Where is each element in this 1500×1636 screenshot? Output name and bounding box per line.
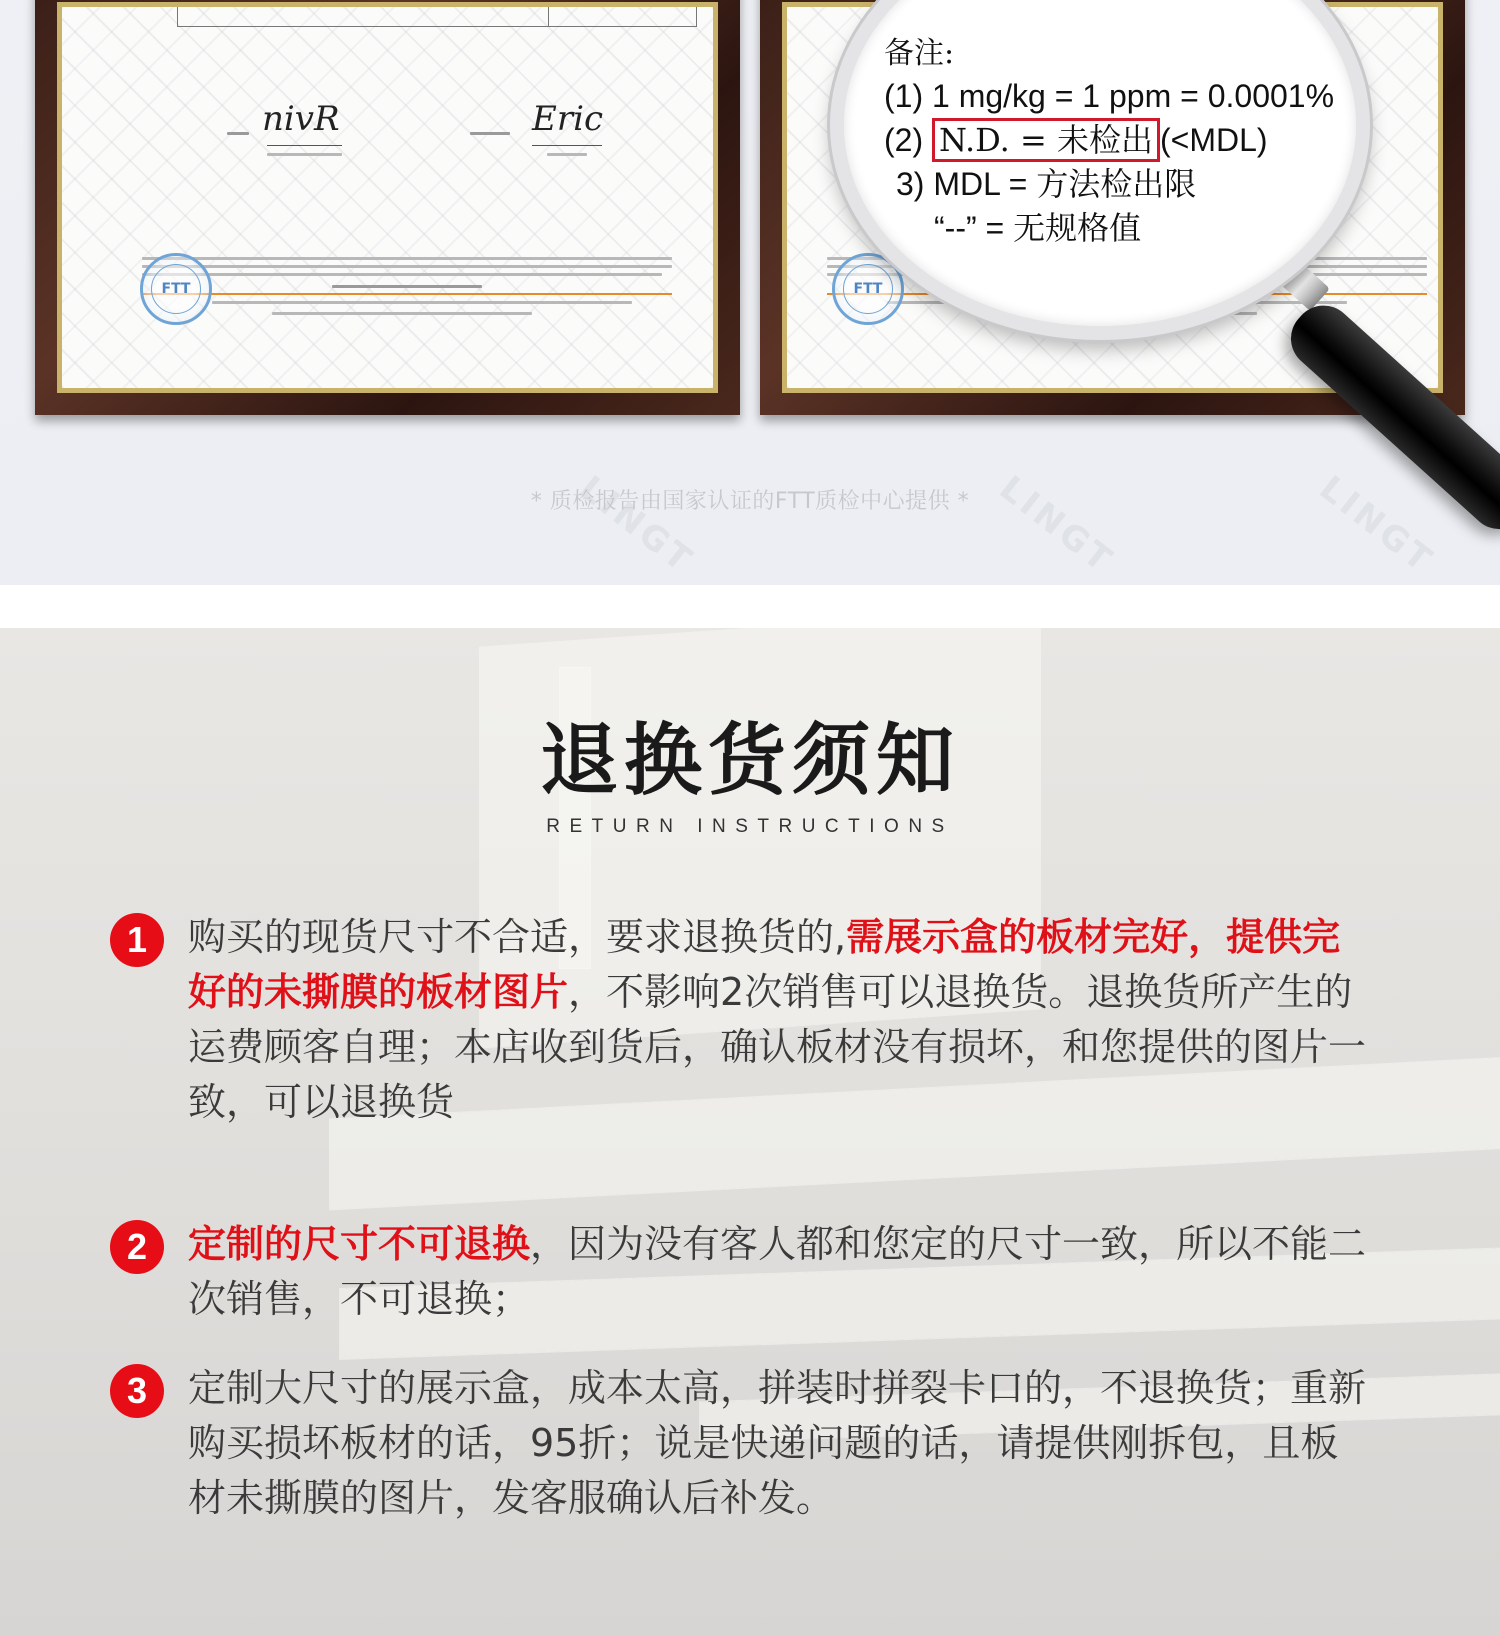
signature-title: [470, 132, 510, 135]
instruction-text-part: 购买的现货尺寸不合适，要求退换货的,: [188, 915, 847, 959]
remark-line-2: [884, 118, 1334, 162]
instruction-text: [188, 1361, 1368, 1526]
certificate-section: [0, 0, 1500, 585]
nd-highlight-box: N.D. = 未检出: [932, 118, 1160, 162]
certificate-caption: * 质检报告由国家认证的FTT质检中心提供 *: [530, 489, 970, 514]
disclaimer-text: [142, 273, 662, 276]
page-title: 退换货须知: [539, 715, 960, 806]
instruction-text-part: 定制大尺寸的展示盒，成本太高，拼装时拼裂卡口的，不退换货；重新购买损坏板材的话，95折；说是快递问题的话，请提供刚拆包，且板材未撕膜的图片，发客服确认后补发。: [188, 1366, 1367, 1520]
instruction-highlight: 需展示盒的板材完好，提供完好的未撕膜的板材图片: [188, 915, 1341, 1014]
magnified-remarks: [884, 34, 1334, 250]
signature-title: [227, 132, 249, 135]
certificate-frame-left: [35, 0, 740, 415]
lab-seal: FTT: [140, 253, 212, 325]
watermark: LINGT: [991, 468, 1122, 582]
lab-address: [212, 301, 632, 304]
certificate-document: [57, 2, 718, 393]
remark-line-4: “--” = 无规格值: [934, 210, 1142, 246]
remark-line-3: 3) MDL = 方法检出限: [896, 166, 1197, 202]
remark-line-1: (1) 1 mg/kg = 1 ppm = 0.0001%: [884, 78, 1335, 114]
results-table-edge: [177, 7, 697, 27]
certificate-background: [62, 7, 713, 388]
remark-line-2-suffix: (<MDL): [1159, 122, 1268, 158]
signature-caption: [547, 153, 587, 156]
instruction-highlight: 定制的尺寸不可退换: [188, 1222, 531, 1266]
watermark: LINGT: [571, 468, 702, 582]
footer-rule: [142, 293, 672, 295]
instruction-text-part: ，不影响2次销售可以退换货。退换货所产生的运费顾客自理；本店收到货后，确认板材没有损坏，和您提供的图片一致，可以退换货: [188, 970, 1367, 1124]
remark-label: 备注:: [884, 36, 955, 71]
signature-approver: Eric: [532, 99, 603, 139]
signature-caption: [267, 153, 342, 156]
instruction-text: [188, 1217, 1368, 1327]
lab-name: [332, 285, 482, 288]
instruction-text-part: ，因为没有客人都和您定的尺寸一致，所以不能二次销售，不可退换；: [188, 1222, 1367, 1321]
number-badge: 1: [110, 913, 164, 967]
remark-line-2-prefix: (2): [884, 122, 932, 158]
watermark: LINGT: [1311, 468, 1442, 582]
section-divider: [0, 585, 1500, 628]
signature-line: [267, 145, 342, 146]
lab-contact: [272, 312, 532, 315]
instruction-text: [188, 910, 1368, 1130]
signature-reviewer: nivR: [262, 99, 340, 139]
return-instructions-section: [0, 628, 1500, 1636]
disclaimer-text: [142, 257, 672, 260]
lab-seal: FTT: [832, 253, 904, 325]
number-badge: 3: [110, 1364, 164, 1418]
disclaimer-text: [142, 265, 672, 268]
page-subtitle: RETURN INSTRUCTIONS: [546, 816, 954, 837]
signature-line: [532, 145, 602, 146]
number-badge: 2: [110, 1220, 164, 1274]
